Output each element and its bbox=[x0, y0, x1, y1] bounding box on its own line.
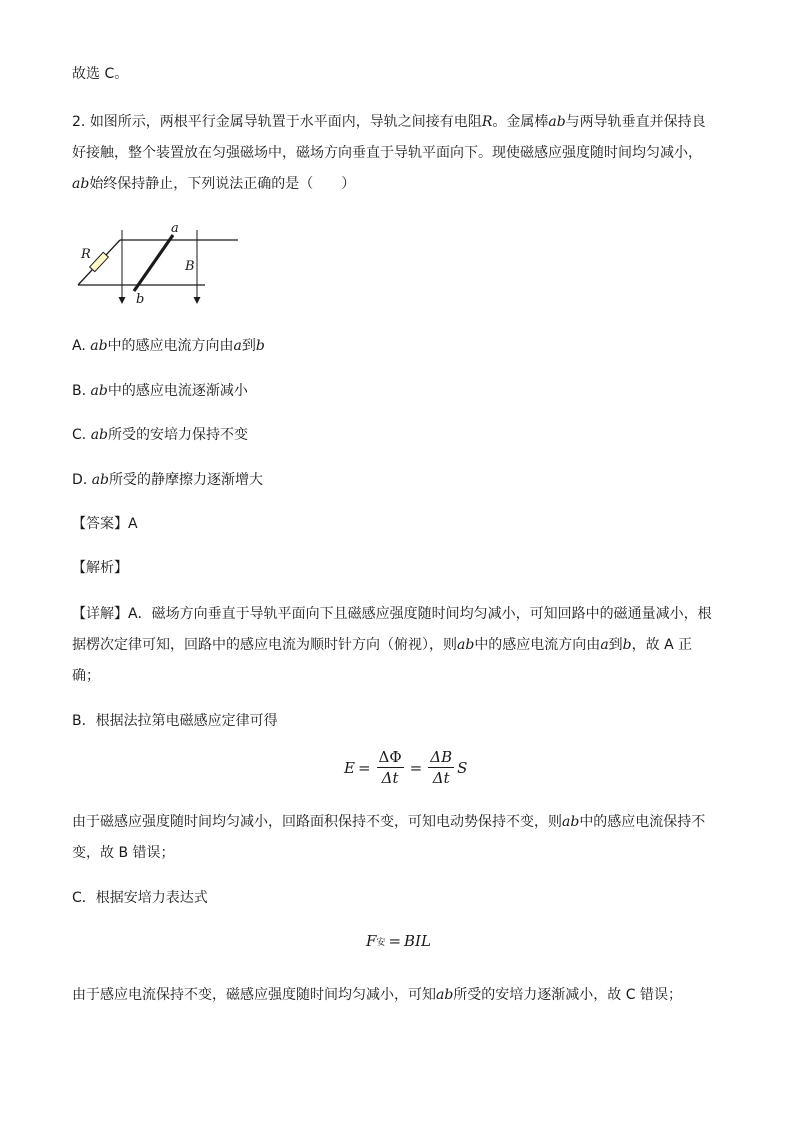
fraction-dphi-dt: $\frac{\Delta\Phi}{\Delta t}$ bbox=[378, 748, 402, 787]
detail-b-line-1: B．根据法拉第电磁感应定律可得 bbox=[72, 713, 278, 729]
formula-faraday: E = $\frac{\Delta\Phi}{\Delta t}$ = $\frac{\Delta B}{\Delta t}$ S bbox=[344, 748, 468, 787]
label-R: R bbox=[81, 247, 91, 262]
detail-label: 【详解】 bbox=[72, 606, 128, 622]
detail-c-line-2: 由于感应电流保持不变，磁感应强度随时间均匀减小，可知ab所受的安培力逐渐减小，故 C 错误； bbox=[72, 987, 682, 1003]
detail-a-line-1: 【详解】A．磁场方向垂直于导轨平面向下且磁感应强度随时间均匀减小，可知回路中的磁通量减小，根 bbox=[72, 606, 712, 622]
metal-bar-ab bbox=[134, 235, 173, 291]
analysis-label: 【解析】 bbox=[72, 560, 128, 576]
option-C: C. ab所受的安培力保持不变 bbox=[72, 427, 248, 443]
answer-label: 【答案】 bbox=[72, 516, 128, 532]
answer-line bbox=[72, 514, 138, 534]
option-D: D. ab所受的静摩擦力逐渐增大 bbox=[72, 472, 263, 488]
option-B: B. ab中的感应电流逐渐减小 bbox=[72, 383, 248, 399]
detail-a-line-3: 确； bbox=[72, 668, 100, 684]
question-stem-line-3: ab始终保持静止，下列说法正确的是（ ） bbox=[72, 176, 356, 192]
previous-answer-conclusion: 故选 C。 bbox=[72, 66, 129, 82]
detail-a-line-2: 据楞次定律可知，回路中的感应电流为顺时针方向（俯视），则ab中的感应电流方向由a到b，故 A 正 bbox=[72, 637, 693, 653]
question-stem-line-2: 好接触，整个装置放在匀强磁场中，磁场方向垂直于导轨平面向下。现使磁感应强度随时间均匀减小， bbox=[72, 145, 702, 161]
detail-c-line-1: C．根据安培力表达式 bbox=[72, 890, 208, 906]
field-arrow-2 bbox=[194, 297, 201, 304]
detail-b-line-2: 由于磁感应强度随时间均匀减小，回路面积保持不变，可知电动势保持不变，则ab中的感应电流保持不 bbox=[72, 814, 706, 830]
field-arrow-1 bbox=[119, 297, 126, 304]
detail-b-line-3: 变，故 B 错误； bbox=[72, 845, 175, 861]
question-stem-line-1: 2. 如图所示，两根平行金属导轨置于水平面内，导轨之间接有电阻R。金属棒ab与两导轨垂直并保持良 bbox=[72, 114, 706, 130]
circuit-figure bbox=[70, 218, 250, 308]
label-b: b bbox=[136, 292, 145, 307]
resistor-R bbox=[90, 252, 109, 271]
option-A: A. ab中的感应电流方向由a到b bbox=[72, 338, 265, 354]
answer-value: A bbox=[128, 516, 138, 532]
label-a: a bbox=[171, 221, 179, 236]
label-B: B bbox=[185, 259, 195, 274]
formula-ampere: F 安 = BIL bbox=[366, 932, 431, 950]
fraction-db-dt: $\frac{\Delta B}{\Delta t}$ bbox=[430, 748, 453, 787]
question-number: 2. bbox=[72, 114, 86, 130]
